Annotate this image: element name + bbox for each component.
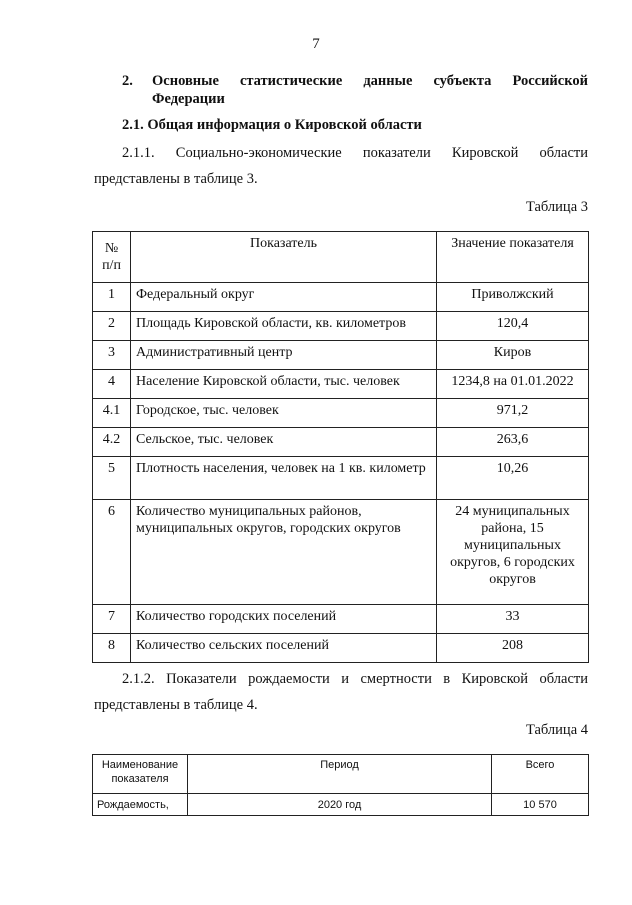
- table-4: [92, 754, 589, 816]
- row-number: 4.1: [93, 399, 131, 428]
- table-row: [93, 283, 589, 312]
- table-row: [93, 605, 589, 634]
- row-indicator: Количество сельских поселений: [131, 634, 437, 663]
- header-cell-period: Период: [188, 755, 492, 794]
- row-value: 33: [437, 605, 589, 634]
- row-indicator: Городское, тыс. человек: [131, 399, 437, 428]
- header-cell-name: Наименование показателя: [93, 755, 188, 794]
- table-row: [93, 794, 589, 816]
- subsection-heading: 2.1. Общая информация о Кировской области: [122, 117, 422, 133]
- row-value: 10,26: [437, 457, 589, 500]
- paragraph-2-1-1: [94, 140, 588, 192]
- row-value: 1234,8 на 01.01.2022: [437, 370, 589, 399]
- row-number: 4.2: [93, 428, 131, 457]
- row-indicator: Количество городских поселений: [131, 605, 437, 634]
- paragraph-line: представлены в таблице 3.: [94, 171, 258, 187]
- paragraph-2-1-2: [94, 666, 588, 718]
- header-cell-value: Значение показателя: [437, 232, 589, 283]
- paragraph-line: 2.1.2. Показатели рождаемости и смертности в Кировской области: [122, 671, 588, 687]
- row-value: 208: [437, 634, 589, 663]
- table-row: [93, 457, 589, 500]
- section-title-line2: Федерации: [152, 91, 225, 107]
- table-row: [93, 500, 589, 605]
- row-total: 10 570: [492, 794, 589, 816]
- header-cell-indicator: Показатель: [131, 232, 437, 283]
- row-value: Приволжский: [437, 283, 589, 312]
- row-indicator: Площадь Кировской области, кв. километров: [131, 312, 437, 341]
- row-number: 6: [93, 500, 131, 605]
- row-number: 1: [93, 283, 131, 312]
- table-row: [93, 399, 589, 428]
- table4-caption: Таблица 4: [525, 722, 588, 738]
- paragraph-line: 2.1.1. Социально-экономические показатели Кировской области: [122, 145, 588, 161]
- row-indicator: Количество муниципальных районов, муниципальных округов, городских округов: [131, 500, 437, 605]
- row-number: 4: [93, 370, 131, 399]
- row-number: 3: [93, 341, 131, 370]
- row-indicator: Федеральный округ: [131, 283, 437, 312]
- header-cell-total: Всего: [492, 755, 589, 794]
- table-3: [92, 231, 589, 663]
- section-title-line1: Основные статистические данные субъекта Российской: [152, 73, 588, 89]
- row-indicator: Плотность населения, человек на 1 кв. километр: [131, 457, 437, 500]
- table-header-row: [93, 755, 589, 794]
- row-value: Киров: [437, 341, 589, 370]
- row-value: 263,6: [437, 428, 589, 457]
- table-row: [93, 341, 589, 370]
- row-number: 8: [93, 634, 131, 663]
- row-number: 7: [93, 605, 131, 634]
- row-indicator: Население Кировской области, тыс. человек: [131, 370, 437, 399]
- table-row: [93, 312, 589, 341]
- row-value: 24 муниципальных района, 15 муниципальных округов, 6 городских округов: [437, 500, 589, 605]
- table-row: [93, 370, 589, 399]
- paragraph-line: представлены в таблице 4.: [94, 697, 258, 713]
- row-indicator: Сельское, тыс. человек: [131, 428, 437, 457]
- row-name: Рождаемость,: [93, 794, 188, 816]
- row-number: 5: [93, 457, 131, 500]
- row-period: 2020 год: [188, 794, 492, 816]
- table3-caption: Таблица 3: [525, 199, 588, 215]
- page-number: 7: [312, 36, 320, 52]
- row-indicator: Административный центр: [131, 341, 437, 370]
- section-number: 2.: [122, 73, 133, 89]
- row-value: 971,2: [437, 399, 589, 428]
- header-cell-number: № п/п: [93, 232, 131, 283]
- row-value: 120,4: [437, 312, 589, 341]
- table-row: [93, 428, 589, 457]
- table-header-row: [93, 232, 589, 283]
- table-row: [93, 634, 589, 663]
- row-number: 2: [93, 312, 131, 341]
